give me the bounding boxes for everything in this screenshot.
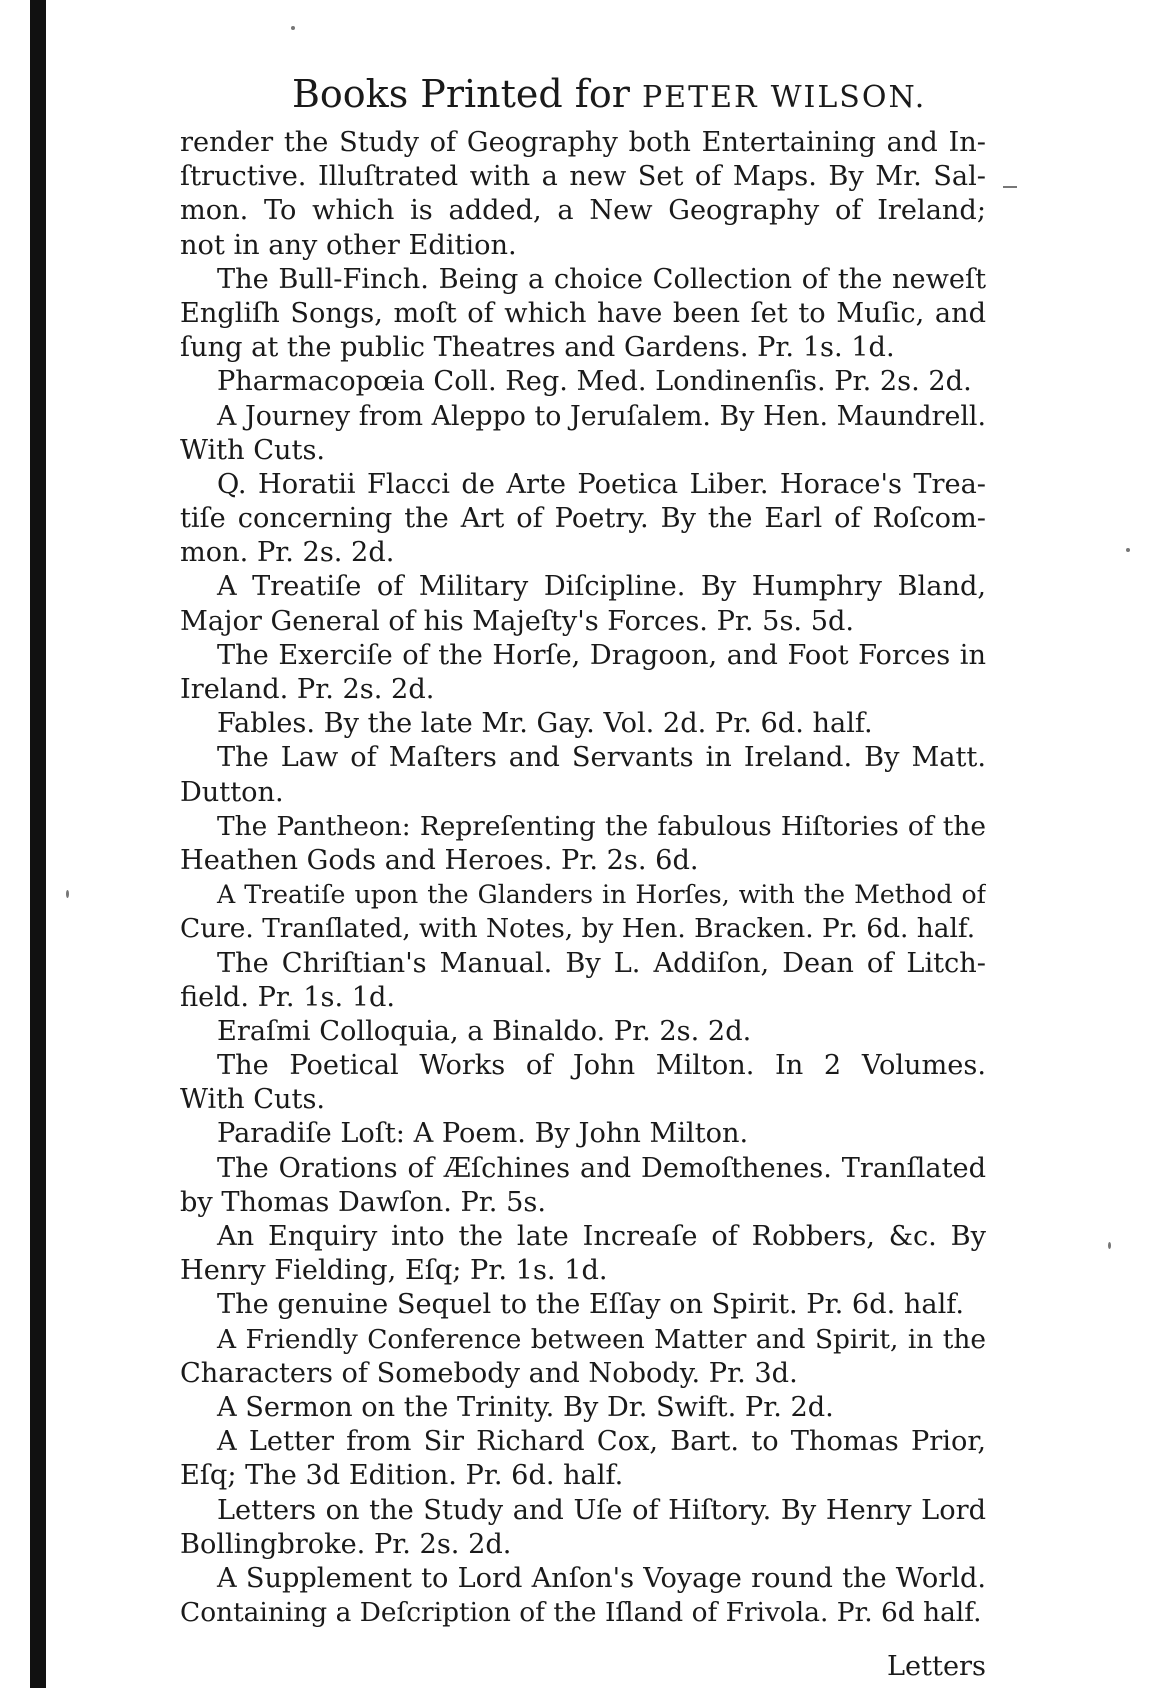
text-line: ſung at the public Theatres and Gardens. Pr. 1s. 1d. [180,332,895,364]
text-line: With Cuts. [180,1084,326,1116]
header-prefix: Books Printed for [292,72,642,116]
publisher-first-name: PETER [642,80,759,115]
speck-mark [1126,548,1130,552]
speck-mark [66,890,69,898]
text-line: Heathen Gods and Heroes. Pr. 2s. 6d. [180,844,699,876]
text-line: A Sermon on the Trinity. By Dr. Swift. Pr. 2d. [217,1391,834,1423]
page-header [292,72,927,116]
publisher-last-name: WILSON. [770,80,927,115]
text-line: field. Pr. 1s. 1d. [180,981,396,1013]
text-line: Eraſmi Colloquia, a Binaldo. Pr. 2s. 2d. [217,1015,752,1047]
text-line: Characters of Somebody and Nobody. Pr. 3d. [180,1357,798,1389]
text-line: A Letter from Sir Richard Cox, Bart. to Thomas Prior, [217,1426,986,1458]
text-line: Henry Fielding, Eſq; Pr. 1s. 1d. [180,1255,608,1287]
text-line: Dutton. [180,776,284,808]
text-line: Pharmacopœia Coll. Reg. Med. Londinenſis. Pr. 2s. 2d. [217,366,972,398]
catchword: Letters [886,1651,986,1682]
text-line: The Bull-Finch. Being a choice Collection of the neweſt [217,263,986,295]
text-line: by Thomas Dawſon. Pr. 5s. [180,1186,546,1218]
text-line: ſtructive. Illuſtrated with a new Set of Maps. By Mr. Sal- [180,161,986,193]
text-line: A Treatiſe of Military Diſcipline. By Humphry Bland, [217,571,986,603]
speck-mark [1003,186,1017,188]
text-line: The Orations of Æſchines and Demoſthenes. Tranſlated [217,1152,986,1184]
text-line: The Poetical Works of John Milton. In 2 Volumes. [217,1050,986,1082]
text-line: Fables. By the late Mr. Gay. Vol. 2d. Pr. 6d. half. [217,708,873,740]
text-line: Ireland. Pr. 2s. 2d. [180,674,435,705]
text-line: A Supplement to Lord Anſon's Voyage round the World. [217,1562,986,1594]
text-line: Q. Horatii Flacci de Arte Poetica Liber. Horace's Trea- [217,468,986,500]
page-binding-edge [30,0,46,1688]
text-line: The Law of Maſters and Servants in Ireland. By Matt. [217,742,986,774]
text-line: A Friendly Conference between Matter and Spirit, in the [217,1323,986,1355]
speck-mark [1108,1242,1111,1249]
text-line: A Treatiſe upon the Glanders in Horſes, with the Method of [217,880,986,910]
text-line: Cure. Tranſlated, with Notes, by Hen. Bracken. Pr. 6d. half. [180,913,976,945]
text-line: mon. To which is added, a New Geography of Ireland; [180,195,986,227]
text-line: An Enquiry into the late Increaſe of Robbers, &c. By [217,1221,986,1252]
text-line: With Cuts. [180,434,326,466]
text-line: Bollingbroke. Pr. 2s. 2d. [180,1528,512,1560]
text-line: mon. Pr. 2s. 2d. [180,537,395,569]
text-line: The Pantheon: Repreſenting the fabulous Hiſtories of the [217,810,986,842]
text-line: Paradiſe Loſt: A Poem. By John Milton. [217,1118,749,1150]
text-line: not in any other Edition. [180,229,517,261]
text-line: Letters on the Study and Uſe of Hiſtory. By Henry Lord [217,1494,986,1526]
speck-mark [291,26,295,30]
text-line: Major General of his Majeſty's Forces. Pr. 5s. 5d. [180,605,855,637]
catalogue-text [180,126,986,1630]
text-line: The Chriſtian's Manual. By L. Addiſon, Dean of Litch- [217,947,986,979]
text-line: Engliſh Songs, moſt of which have been ſet to Muſic, and [180,297,986,329]
text-line: Containing a Deſcription of the Iſland of Frivola. Pr. 6d half. [180,1597,982,1629]
text-line: A Journey from Aleppo to Jeruſalem. By Hen. Maundrell. [217,400,986,432]
text-line: Eſq; The 3d Edition. Pr. 6d. half. [180,1460,624,1492]
text-line: render the Study of Geography both Entertaining and In- [180,127,986,158]
text-line: tiſe concerning the Art of Poetry. By the Earl of Roſcom- [180,503,986,535]
text-line: The genuine Sequel to the Eſſay on Spirit. Pr. 6d. half. [217,1289,965,1321]
text-line: The Exerciſe of the Horſe, Dragoon, and Foot Forces in [217,639,986,671]
